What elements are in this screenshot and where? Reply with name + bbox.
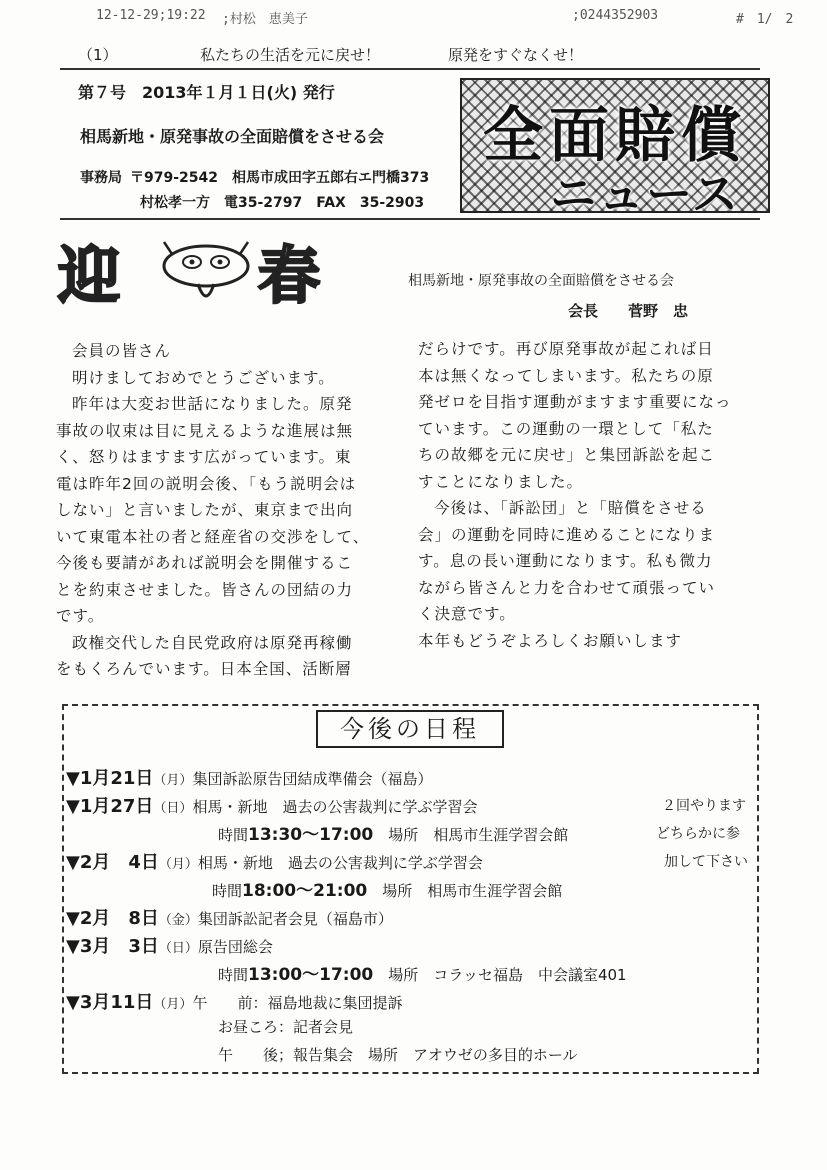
- letter-line: 明けましておめでとうございます。: [72, 368, 335, 387]
- schedule-date: ▼3月11日: [66, 992, 154, 1013]
- schedule-weekday: （金）: [158, 913, 198, 928]
- letter-line: です。: [56, 607, 105, 625]
- schedule-row: [66, 848, 483, 874]
- letter-left-column: [56, 338, 369, 683]
- schedule-note-line: 加して下さい: [664, 854, 748, 870]
- schedule-row: [66, 904, 393, 930]
- schedule-note-line: どちらかに参: [656, 826, 740, 842]
- fax-number: ;0244352903: [572, 8, 659, 23]
- schedule-row: [66, 988, 402, 1014]
- letter-line: とを約束させました。皆さんの団結の力: [56, 580, 354, 599]
- letter-line: く、怒りはますます広がっています。東: [56, 448, 352, 466]
- snake-mascot-icon: [158, 232, 254, 310]
- schedule-time-row: [218, 960, 627, 985]
- schedule-date: ▼1月27日: [66, 796, 154, 817]
- schedule-event: お昼ころ：記者会見: [218, 1018, 354, 1036]
- schedule-date: ▼2月 8日: [66, 908, 159, 929]
- schedule-place: 場所 相馬市生涯学習会館: [367, 882, 563, 900]
- org-name: 相馬新地・原発事故の全面賠償をさせる会: [80, 127, 385, 146]
- schedule-row: [66, 764, 432, 790]
- letter-line: 事故の収束は目に見えるような進展は無: [56, 421, 354, 440]
- schedule-title: 今後の日程: [316, 710, 504, 748]
- letter-line: 電は昨年2回の説明会後、「もう説明会は: [56, 474, 357, 493]
- schedule-event: 集団訴訟原告団結成準備会（福島）: [192, 770, 433, 788]
- office-label: 事務局: [80, 170, 122, 186]
- schedule-place: 場所 コラッセ福島 中会議室401: [373, 966, 627, 984]
- schedule-row: [66, 792, 477, 818]
- page-number: （1）: [78, 46, 118, 64]
- schedule-subrow: [218, 1016, 353, 1037]
- letter-line: しない」と言いましたが、東京まで出向: [56, 501, 354, 519]
- letter-line: く決意です。: [418, 605, 516, 623]
- schedule-subrow: [218, 1044, 578, 1065]
- letter-line: 本は無くなってしまいます。私たちの原: [418, 366, 714, 385]
- slogan-restore: 私たちの生活を元に戻せ！: [200, 46, 381, 64]
- letter-line: 今後も要請があれば説明会を開催するこ: [56, 554, 354, 572]
- greeting-char-2: 春: [258, 239, 321, 312]
- schedule-time: 13:30～17:00: [248, 825, 374, 845]
- schedule-time-label: 時間: [218, 966, 249, 984]
- masthead-rule: [60, 218, 760, 220]
- schedule-weekday: （月）: [153, 773, 193, 788]
- letter-line: いて東電本社の者と経産省の交渉をして、: [56, 527, 370, 546]
- schedule-weekday: （月）: [158, 857, 198, 872]
- letter-line: 今後は、「訴訟団」と「賠償をさせる: [434, 499, 707, 517]
- letter-line: す。息の長い運動になります。私も微力: [418, 552, 713, 570]
- masthead-subtitle: ニュース: [550, 167, 740, 213]
- greeting-org: 相馬新地・原発事故の全面賠償をさせる会: [408, 273, 674, 289]
- letter-line: 発ゼロを目指す運動がますます重要になっ: [418, 393, 732, 411]
- fax-timestamp: 12-12-29;19:22: [96, 8, 206, 23]
- letter-line: をもくろんでいます。日本全国、活断層: [56, 660, 352, 678]
- schedule-time-label: 時間: [218, 826, 249, 844]
- letter-line: ています。この運動の一環として「私た: [418, 419, 714, 438]
- letter-line: 会」の運動を同時に進めることになりま: [418, 525, 716, 544]
- schedule-event: 相馬・新地 過去の公害裁判に学ぶ学習会: [192, 798, 478, 816]
- schedule-row: [66, 932, 273, 958]
- schedule-event: 集団訴訟記者会見（福島市）: [197, 910, 393, 928]
- schedule-time: 13:00～17:00: [248, 965, 374, 985]
- fax-page: # 1/ 2: [736, 12, 794, 27]
- schedule-time-row: [212, 876, 562, 901]
- letter-right-column: [418, 336, 732, 654]
- schedule-note-line: ２回やります: [662, 798, 746, 814]
- schedule-date: ▼2月 4日: [66, 852, 159, 873]
- letter-line: 会員の皆さん: [72, 342, 172, 360]
- masthead-title: 全面賠償: [483, 101, 747, 171]
- schedule-date: ▼1月21日: [66, 768, 154, 789]
- schedule-place: 場所 相馬市生涯学習会館: [373, 826, 569, 844]
- schedule-weekday: （日）: [153, 801, 193, 816]
- letter-line: 政権交代した自民党政府は原発再稼働: [72, 633, 353, 652]
- newsletter-masthead: [460, 78, 770, 213]
- schedule-time-label: 時間: [212, 882, 243, 900]
- letter-line: ちの故郷を元に戻せ」と集団訴訟を起こ: [418, 446, 716, 464]
- issue-info: 第７号 2013年１月１日(火) 発行: [78, 83, 335, 102]
- greeting-char-1: 迎: [58, 239, 121, 312]
- schedule-event: 午 後；報告集会 場所 アオウゼの多目的ホール: [218, 1046, 578, 1064]
- schedule-time-row: [218, 820, 568, 845]
- greeting-author: 会長 菅野 忠: [568, 302, 689, 320]
- header-rule: [60, 68, 760, 70]
- schedule-date: ▼3月 3日: [66, 936, 159, 957]
- schedule-time: 18:00～21:00: [242, 881, 368, 901]
- letter-line: 本年もどうぞよろしくお願いします: [418, 631, 683, 650]
- letter-line: ながら皆さんと力を合わせて頑張ってい: [418, 578, 716, 597]
- schedule-weekday: （日）: [158, 941, 198, 956]
- slogan-nuclear: 原発をすぐなくせ！: [448, 46, 584, 64]
- office-address: 〒979-2542 相馬市成田字五郎右エ門橋373: [130, 170, 430, 186]
- fax-sender: ;村松 恵美子: [222, 12, 308, 27]
- office-contact: 村松孝一方 電35-2797 FAX 35-2903: [140, 195, 425, 211]
- letter-line: すことになりました。: [418, 472, 584, 491]
- letter-line: 昨年は大変お世話になりました。原発: [72, 395, 353, 413]
- schedule-event: 午 前：福島地裁に集団提訴: [192, 994, 403, 1012]
- schedule-event: 相馬・新地 過去の公害裁判に学ぶ学習会: [197, 854, 483, 872]
- schedule-event: 原告団総会: [197, 938, 273, 956]
- letter-line: だらけです。再び原発事故が起これば日: [418, 340, 714, 358]
- schedule-weekday: （月）: [153, 997, 193, 1012]
